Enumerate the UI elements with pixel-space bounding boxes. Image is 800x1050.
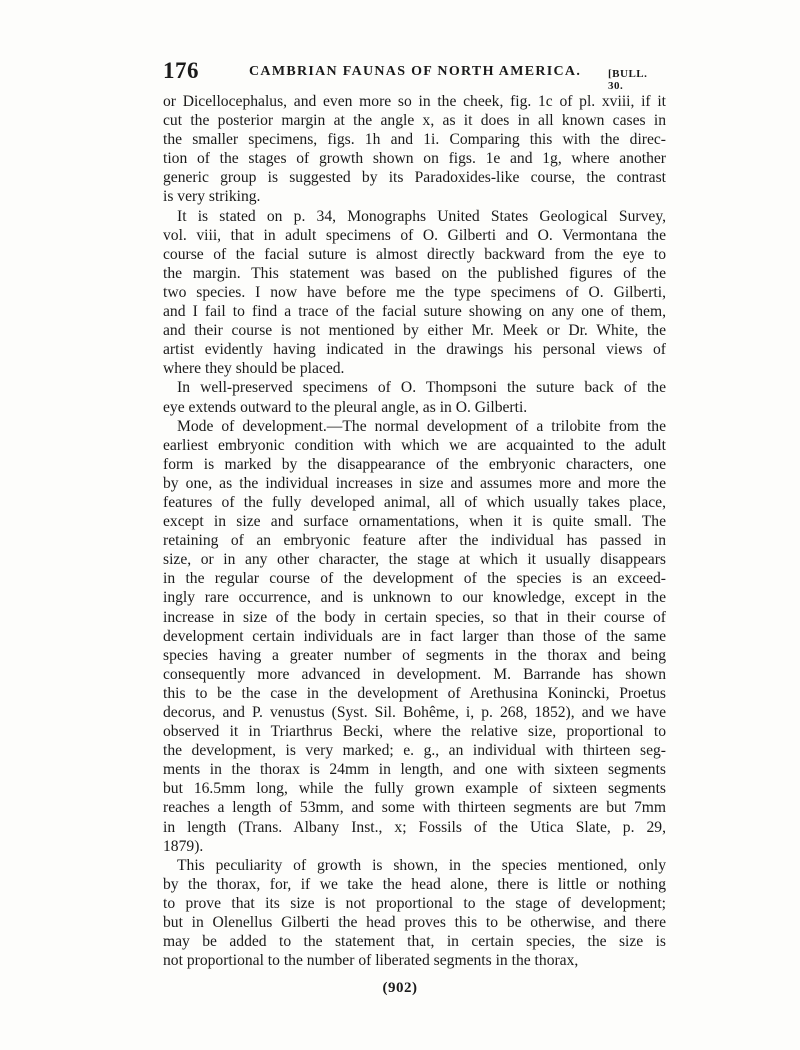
text-line: may be added to the statement that, in certain species, the size is <box>163 933 666 951</box>
text-line: the margin. This statement was based on the published figures of the <box>163 264 666 282</box>
text-line: tion of the stages of growth shown on figs. 1e and 1g, where another <box>163 150 666 168</box>
text-line: where they should be placed. <box>163 360 345 378</box>
text-line: is very striking. <box>163 188 261 206</box>
text-line: two species. I now have before me the type specimens of O. Gilberti, <box>163 283 666 301</box>
text-line: eye extends outward to the pleural angle, as in O. Gilberti. <box>163 398 528 416</box>
text-line: not proportional to the number of liberated segments in the thorax, <box>163 952 579 970</box>
body-text <box>163 92 666 970</box>
text-line: this to be the case in the development of Arethusina Konincki, Proetus <box>163 684 666 702</box>
text-line: by the thorax, for, if we take the head alone, there is little or nothing <box>163 875 666 893</box>
text-line: species having a greater number of segments in the thorax and being <box>163 646 666 664</box>
text-line: Mode of development.—The normal development of a trilobite from the <box>177 417 666 435</box>
text-line: 1879). <box>163 837 204 855</box>
bulletin-reference: [BULL. 30. <box>608 68 648 92</box>
text-line: or Dicellocephalus, and even more so in the cheek, fig. 1c of pl. xviii, if it <box>163 93 666 110</box>
text-line: but 16.5mm long, while the fully grown example of sixteen segments <box>163 780 666 798</box>
text-line: consequently more advanced in development. M. Barrande has shown <box>163 665 666 683</box>
text-line: to prove that its size is not proportional to the stage of development; <box>163 894 666 912</box>
text-line: course of the facial suture is almost directly backward from the eye to <box>163 245 666 263</box>
text-line: earliest embryonic condition with which we are acquainted to the adult <box>163 436 666 454</box>
text-line: increase in size of the body in certain species, so that in their course of <box>163 608 666 626</box>
text-line: In well-preserved specimens of O. Thompsoni the suture back of the <box>177 379 666 397</box>
text-line: the development, is very marked; e. g., an individual with thirteen seg- <box>163 742 666 760</box>
running-title: CAMBRIAN FAUNAS OF NORTH AMERICA. <box>249 64 582 79</box>
text-line: size, or in any other character, the stage at which it usually disappears <box>163 551 666 569</box>
text-line: in length (Trans. Albany Inst., x; Fossils of the Utica Slate, p. 29, <box>163 818 666 836</box>
text-line: by one, as the individual increases in size and assumes more and more the <box>163 474 666 492</box>
page-number: 176 <box>163 58 199 83</box>
text-line: and I fail to find a trace of the facial suture showing on any one of them, <box>163 303 666 321</box>
text-line: It is stated on p. 34, Monographs United States Geological Survey, <box>177 207 666 225</box>
text-line: vol. viii, that in adult specimens of O. Gilberti and O. Vermontana the <box>163 226 666 244</box>
text-line: reaches a length of 53mm, and some with thirteen segments are but 7mm <box>163 799 666 817</box>
text-line: retaining of an embryonic feature after the individual has passed in <box>163 532 666 550</box>
page-header <box>163 58 663 92</box>
text-line: features of the fully developed animal, all of which usually takes place, <box>163 493 666 511</box>
text-line: except in size and surface ornamentations, when it is quite small. The <box>163 513 666 531</box>
text-line: cut the posterior margin at the angle x, as it does in all known cases in <box>163 112 666 130</box>
text-line: but in Olenellus Gilberti the head proves this to be otherwise, and there <box>163 914 666 932</box>
text-line: generic group is suggested by its Paradoxides-like course, the contrast <box>163 169 666 187</box>
text-line: form is marked by the disappearance of the embryonic characters, one <box>163 455 666 473</box>
text-line: decorus, and P. venustus (Syst. Sil. Bohême, i, p. 268, 1852), and we have <box>163 704 666 721</box>
text-line: and their course is not mentioned by either Mr. Meek or Dr. White, the <box>163 322 666 340</box>
text-line: in the regular course of the development of the species is an exceed- <box>163 570 666 588</box>
text-line: ingly rare occurrence, and is unknown to our knowledge, except in the <box>163 589 666 607</box>
text-line: development certain individuals are in fact larger than those of the same <box>163 627 666 645</box>
text-line: This peculiarity of growth is shown, in the species mentioned, only <box>177 856 666 874</box>
text-line: the smaller specimens, figs. 1h and 1i. Comparing this with the direc- <box>163 131 666 149</box>
text-line: artist evidently having indicated in the drawings his personal views of <box>163 341 666 359</box>
text-line: observed it in Triarthrus Becki, where the relative size, proportional to <box>163 723 666 741</box>
footer-page-number: (902) <box>382 980 418 996</box>
text-line: ments in the thorax is 24mm in length, and one with sixteen segments <box>163 761 666 779</box>
